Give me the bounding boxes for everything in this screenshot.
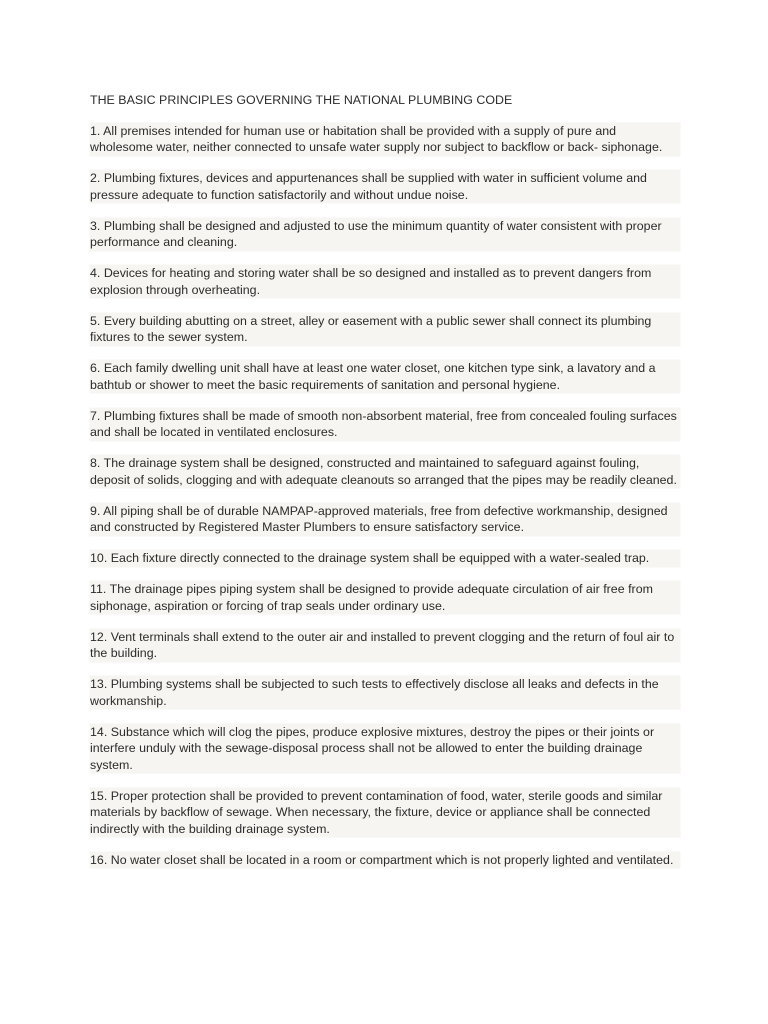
principle-7: 7. Plumbing fixtures shall be made of smooth non-absorbent material, free from concealed fouling surfaces and shall be located in ventilated enclosures. xyxy=(90,408,680,441)
principle-16: 16. No water closet shall be located in a room or compartment which is not properly lighted and ventilated. xyxy=(90,852,680,869)
document-title: THE BASIC PRINCIPLES GOVERNING THE NATIONAL PLUMBING CODE xyxy=(90,93,513,107)
document-body xyxy=(90,92,680,883)
principle-15: 15. Proper protection shall be provided to prevent contamination of food, water, sterile goods and similar materials by backflow of sewage. When necessary, the fixture, device or appliance shall be connected indirectly with the building drainage system. xyxy=(90,788,680,838)
principle-2: 2. Plumbing fixtures, devices and appurtenances shall be supplied with water in sufficient volume and pressure adequate to function satisfactorily and without undue noise. xyxy=(90,170,680,203)
principle-3: 3. Plumbing shall be designed and adjusted to use the minimum quantity of water consistent with proper performance and cleaning. xyxy=(90,218,680,251)
principle-4: 4. Devices for heating and storing water shall be so designed and installed as to prevent dangers from explosion through overheating. xyxy=(90,265,680,298)
principle-13: 13. Plumbing systems shall be subjected to such tests to effectively disclose all leaks and defects in the workmanship. xyxy=(90,676,680,709)
principle-5: 5. Every building abutting on a street, alley or easement with a public sewer shall connect its plumbing fixtures to the sewer system. xyxy=(90,313,680,346)
principle-12: 12. Vent terminals shall extend to the outer air and installed to prevent clogging and the return of foul air to the building. xyxy=(90,629,680,662)
principle-9: 9. All piping shall be of durable NAMPAP-approved materials, free from defective workmanship, designed and constructed by Registered Master Plumbers to ensure satisfactory service. xyxy=(90,503,680,536)
principle-10: 10. Each fixture directly connected to the drainage system shall be equipped with a water-sealed trap. xyxy=(90,550,680,567)
principle-14: 14. Substance which will clog the pipes, produce explosive mixtures, destroy the pipes or their joints or interfere unduly with the sewage-disposal process shall not be allowed to enter the building drainage system. xyxy=(90,724,680,774)
principle-6: 6. Each family dwelling unit shall have at least one water closet, one kitchen type sink, a lavatory and a bathtub or shower to meet the basic requirements of sanitation and personal hygiene. xyxy=(90,360,680,393)
principle-8: 8. The drainage system shall be designed, constructed and maintained to safeguard against fouling, deposit of solids, clogging and with adequate cleanouts so arranged that the pipes may be readily cleaned. xyxy=(90,455,680,488)
principle-11: 11. The drainage pipes piping system shall be designed to provide adequate circulation of air free from siphonage, aspiration or forcing of trap seals under ordinary use. xyxy=(90,581,680,614)
principle-1: 1. All premises intended for human use or habitation shall be provided with a supply of pure and wholesome water, neither connected to unsafe water supply nor subject to backflow or back- siphonage. xyxy=(90,123,680,156)
